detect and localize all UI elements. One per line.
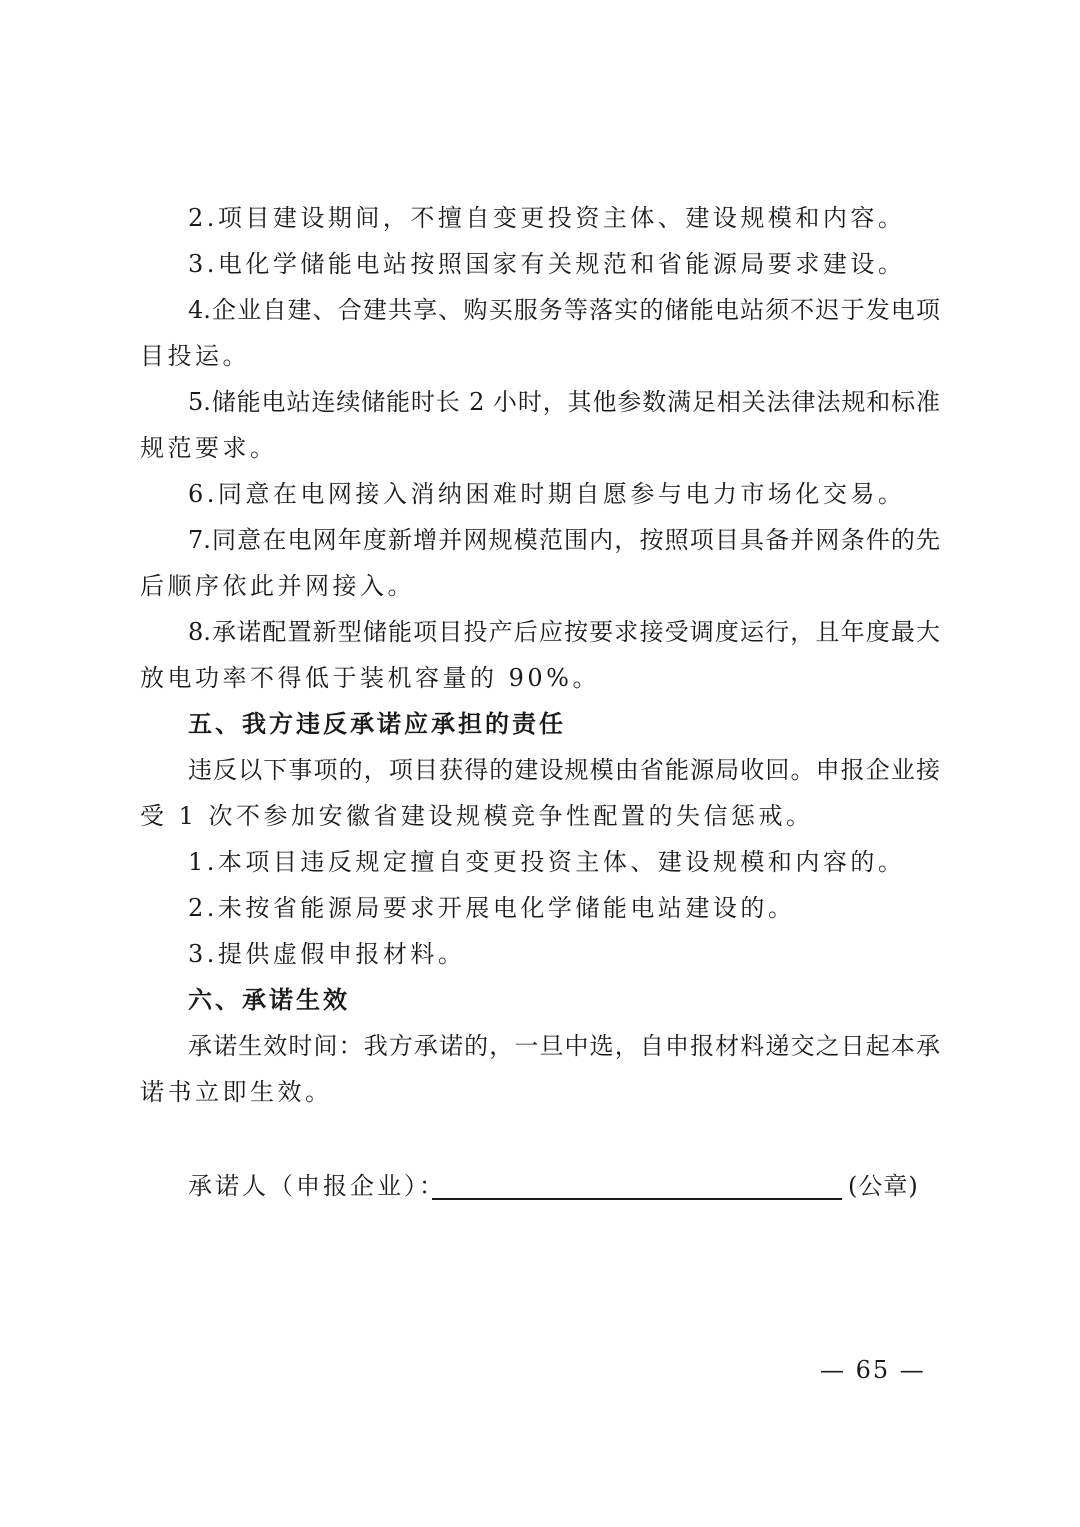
paragraph-item-6: 6.同意在电网接入消纳困难时期自愿参与电力市场化交易。 <box>188 480 906 508</box>
section-6-heading: 六、承诺生效 <box>188 986 350 1014</box>
section-5-intro-line-1: 违反以下事项的，项目获得的建设规模由省能源局收回。申报企业接 <box>188 756 940 784</box>
paragraph-item-5-line-2: 规范要求。 <box>140 434 278 462</box>
section-5-heading: 五、我方违反承诺应承担的责任 <box>188 710 566 738</box>
section-6-text-line-2: 诺书立即生效。 <box>140 1078 333 1106</box>
section-5-item-3: 3.提供虚假申报材料。 <box>188 940 466 968</box>
paragraph-item-3: 3.电化学储能电站按照国家有关规范和省能源局要求建设。 <box>188 250 906 278</box>
paragraph-item-8-line-1: 8.承诺配置新型储能项目投产后应按要求接受调度运行，且年度最大 <box>188 618 940 646</box>
paragraph-item-4-line-2: 目投运。 <box>140 342 250 370</box>
paragraph-item-8-line-2: 放电功率不得低于装机容量的 90%。 <box>140 664 600 692</box>
signature-label: 承诺人（申报企业）： <box>188 1172 446 1200</box>
page-number: — 65 — <box>820 1356 926 1384</box>
paragraph-item-2: 2.项目建设期间，不擅自变更投资主体、建设规模和内容。 <box>188 204 906 232</box>
seal-label: (公章) <box>848 1172 919 1200</box>
signature-row <box>188 1170 928 1206</box>
section-5-intro-line-2: 受 1 次不参加安徽省建设规模竞争性配置的失信惩戒。 <box>140 802 814 830</box>
paragraph-item-7-line-2: 后顺序依此并网接入。 <box>140 572 415 600</box>
paragraph-item-4-line-1: 4.企业自建、合建共享、购买服务等落实的储能电站须不迟于发电项 <box>188 296 940 324</box>
section-6-text-line-1: 承诺生效时间：我方承诺的，一旦中选，自申报材料递交之日起本承 <box>188 1032 940 1060</box>
paragraph-item-7-line-1: 7.同意在电网年度新增并网规模范围内，按照项目具备并网条件的先 <box>188 526 940 554</box>
signature-blank-line <box>432 1198 842 1200</box>
section-5-item-1: 1.本项目违反规定擅自变更投资主体、建设规模和内容的。 <box>188 848 906 876</box>
paragraph-item-5-line-1: 5.储能电站连续储能时长 2 小时，其他参数满足相关法律法规和标准 <box>188 388 940 416</box>
section-5-item-2: 2.未按省能源局要求开展电化学储能电站建设的。 <box>188 894 796 922</box>
